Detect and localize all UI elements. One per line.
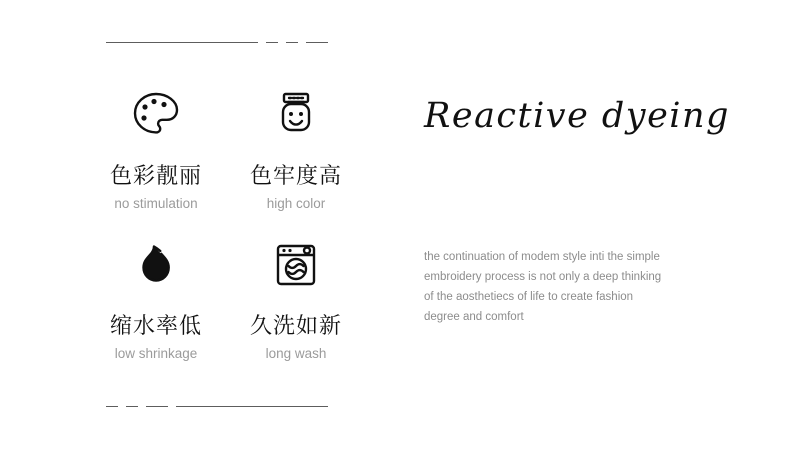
feature-title: 久洗如新 [249, 313, 342, 338]
feature-title: 缩水率低 [109, 313, 202, 338]
divider-segment-mid [146, 406, 168, 407]
feature-item [232, 234, 360, 374]
description-paragraph: the continuation of modem style inti the simple embroidery process is not only a deep thinking of the aosthetiecs of life to create fashion degree and comfort [424, 251, 662, 323]
water-drop-icon [128, 234, 184, 296]
divider-segment-long [176, 406, 328, 407]
feature-title: 色彩靓丽 [109, 163, 202, 188]
palette-icon [128, 84, 184, 146]
divider-segment-short [126, 406, 138, 407]
top-divider [106, 42, 328, 43]
washing-machine-icon [268, 234, 324, 296]
feature-subtitle: high color [266, 196, 326, 212]
headline: Reactive dyeing [424, 96, 730, 136]
divider-segment-short [266, 42, 278, 43]
divider-segment-mid [306, 42, 328, 43]
bottom-divider [106, 406, 328, 407]
feature-subtitle: long wash [265, 346, 327, 362]
feature-title: 色牢度高 [249, 163, 342, 188]
color-fastness-medal-icon [268, 84, 324, 146]
feature-item [232, 84, 360, 224]
feature-subtitle: no stimulation [114, 196, 198, 212]
feature-item [92, 84, 220, 224]
divider-segment-short [106, 406, 118, 407]
divider-segment-short [286, 42, 298, 43]
divider-segment-long [106, 42, 258, 43]
feature-item [92, 234, 220, 374]
feature-grid [92, 84, 382, 374]
feature-subtitle: low shrinkage [114, 346, 198, 362]
